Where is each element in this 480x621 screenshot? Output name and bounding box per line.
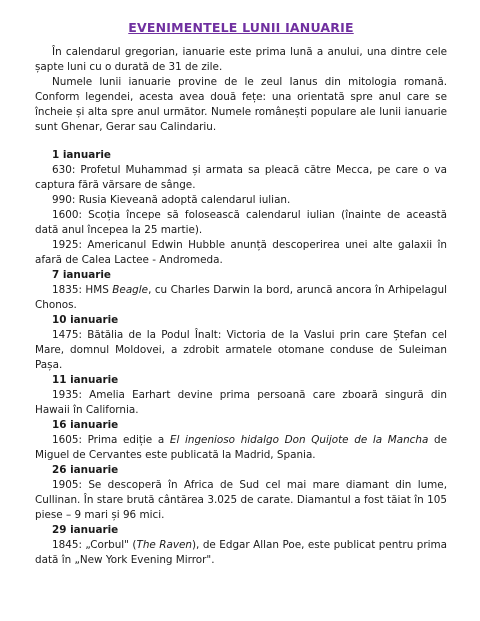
event-entry: 630: Profetul Muhammad și armata sa pleacă către Mecca, pe care o va captura fără vărsare de sânge. <box>35 164 447 191</box>
date-heading: 16 ianuarie <box>52 419 119 431</box>
intro-paragraph-1: În calendarul gregorian, ianuarie este prima lună a anului, una dintre cele șapte luni cu o durată de 31 de zile. <box>35 46 447 73</box>
event-entry <box>35 538 447 568</box>
event-text: de Miguel de Cervantes este publicată la Madrid, Spania. <box>35 434 447 461</box>
event-entry: 1935: Amelia Earhart devine prima persoană care zboară singură din Hawaii în California. <box>35 389 447 416</box>
event-entry <box>35 433 447 463</box>
event-title-italic: The Raven <box>136 539 192 551</box>
page-title: EVENIMENTELE LUNII IANUARIE <box>128 20 354 35</box>
date-heading: 1 ianuarie <box>52 149 111 161</box>
date-heading: 29 ianuarie <box>52 524 119 536</box>
date-heading: 26 ianuarie <box>52 464 119 476</box>
event-text: 1835: HMS <box>52 284 113 296</box>
event-entry: 1475: Bătălia de la Podul Înalt: Victoria de la Vaslui prin care Ștefan cel Mare, domnul Moldovei, a zdrobit armatele otomane conduse de Suleiman Pașa. <box>35 329 447 371</box>
event-text: , cu Charles Darwin la bord, aruncă ancora în Arhipelagul Chonos. <box>35 284 447 311</box>
event-entry <box>35 283 447 313</box>
date-heading: 7 ianuarie <box>52 269 111 281</box>
event-text: ), de Edgar Allan Poe, este publicat pentru prima dată în „New York Evening Mirror". <box>35 539 447 566</box>
event-text: 1605: Prima ediție a <box>52 434 170 446</box>
date-heading: 11 ianuarie <box>52 374 119 386</box>
event-entry: 1925: Americanul Edwin Hubble anunță descoperirea unei alte galaxii în afară de Calea Lactee - Andromeda. <box>35 239 447 266</box>
event-entry: 1600: Scoția începe să folosească calendarul iulian (înainte de această dată anul începea la 25 martie). <box>35 209 447 236</box>
events-list <box>35 148 447 568</box>
date-heading: 10 ianuarie <box>52 314 119 326</box>
event-entry: 990: Rusia Kieveană adoptă calendarul iulian. <box>52 194 291 206</box>
spacer <box>35 135 447 148</box>
event-title-italic: El ingenioso hidalgo Don Quijote de la Mancha <box>169 434 429 446</box>
event-title-italic: Beagle <box>112 284 149 296</box>
event-text: 1845: „Corbul" ( <box>52 539 137 551</box>
event-entry: 1905: Se descoperă în Africa de Sud cel mai mare diamant din lume, Cullinan. În stare brută cântărea 3.025 de carate. Diamantul a fost tăiat în 105 piese – 9 mari și 96 mici. <box>35 479 447 521</box>
intro-paragraph-2: Numele lunii ianuarie provine de le zeul Ianus din mitologia romană. Conform legendei, acesta avea două fețe: una orientată spre anul care se încheie și alta spre anul următor. Numele românești populare ale lunii ianuarie sunt Ghenar, Gerar sau Calindariu. <box>35 76 447 133</box>
